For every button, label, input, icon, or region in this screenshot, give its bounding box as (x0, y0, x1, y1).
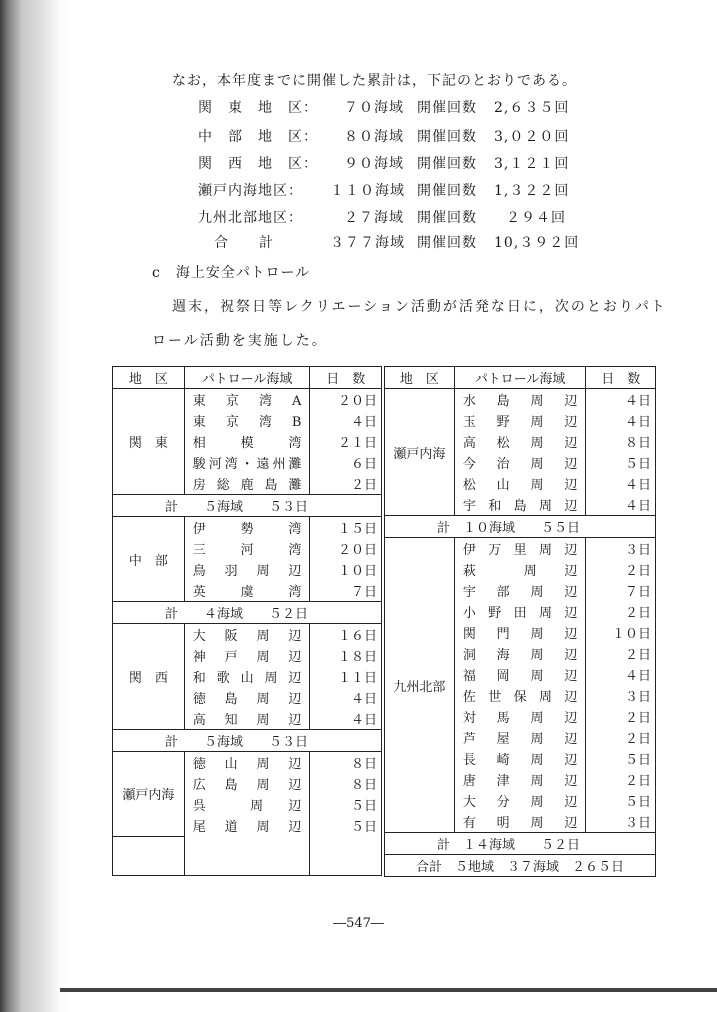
days-cell: ４日 (586, 389, 656, 411)
area-cell: 玉 野 周 辺 (454, 410, 586, 431)
subtotal-cell: 計 １０海域 ５５日 (385, 516, 656, 538)
subtotal-row (385, 516, 656, 538)
header-area: パトロール海域 (454, 367, 586, 389)
summary-areas: １１０海域 (330, 183, 405, 199)
area-cell: 萩 周 辺 (454, 559, 586, 580)
days-cell: ８日 (586, 431, 656, 452)
days-cell: ４日 (310, 708, 382, 730)
region-cell: 瀬戸内海 (385, 389, 455, 516)
summary-region: 合 計 (214, 235, 274, 251)
summary-label: 開催回数 (417, 100, 477, 116)
days-cell: ２日 (586, 643, 656, 664)
intro-text: なお，本年度までに開催した累計は，下記のとおりである。 (172, 73, 577, 89)
header-row (385, 367, 656, 389)
days-cell: ４日 (586, 473, 656, 494)
days-cell: ２１日 (310, 431, 382, 452)
page-number: ―547― (333, 916, 384, 931)
area-cell: 有 明 周 辺 (454, 811, 586, 833)
filler-region (113, 836, 185, 875)
summary-areas: ９０海域 (344, 156, 404, 172)
header-days: 日 数 (310, 367, 382, 389)
area-cell: 東 京 湾 B (184, 410, 310, 431)
area-cell: 芦 屋 周 辺 (454, 727, 586, 748)
summary-count: 3,１２１回 (494, 156, 570, 172)
section-heading: c 海上安全パトロール (152, 265, 311, 281)
summary-region: 瀬戸内海地区： (198, 183, 303, 199)
summary-region: 九州北部地区： (198, 210, 303, 226)
area-cell: 宇和島周辺 (454, 494, 586, 516)
area-cell: 大 阪 周 辺 (184, 624, 310, 646)
filler-area (184, 836, 310, 875)
days-cell: １６日 (310, 624, 382, 646)
area-cell: 唐 津 周 辺 (454, 769, 586, 790)
days-cell: ２日 (310, 473, 382, 495)
summary-count: 1,３２２回 (494, 183, 570, 199)
area-cell: 相 模 湾 (184, 431, 310, 452)
summary-areas: ２７海域 (344, 210, 404, 226)
summary-label: 開催回数 (417, 210, 477, 226)
area-cell: 徳 島 周 辺 (184, 687, 310, 708)
table-row (113, 517, 382, 539)
area-cell: 伊 勢 湾 (184, 517, 310, 539)
days-cell: ２０日 (310, 538, 382, 559)
days-cell: ３日 (586, 685, 656, 706)
days-cell: ２０日 (310, 389, 382, 411)
days-cell: １５日 (310, 517, 382, 539)
days-cell: ２日 (586, 769, 656, 790)
summary-region: 中 部 地 区： (198, 129, 318, 145)
region-cell: 関 東 (113, 389, 185, 495)
days-cell: １０日 (586, 622, 656, 643)
days-cell: １１日 (310, 666, 382, 687)
table-row (113, 389, 382, 411)
area-cell: 三 河 湾 (184, 538, 310, 559)
summary-label: 開催回数 (417, 129, 477, 145)
grand-total-row (385, 855, 656, 877)
area-cell: 広 島 周 辺 (184, 773, 310, 794)
summary-label: 開催回数 (417, 183, 477, 199)
area-cell: 福 岡 周 辺 (454, 664, 586, 685)
days-cell: ６日 (310, 452, 382, 473)
days-cell: ７日 (586, 580, 656, 601)
days-cell: ２日 (586, 706, 656, 727)
filler-days (310, 836, 382, 875)
summary-count: ２９４回 (506, 210, 566, 226)
area-cell: 尾 道 周 辺 (184, 815, 310, 836)
area-cell: 東 京 湾 A (184, 389, 310, 411)
summary-count: 2,６３５回 (494, 100, 570, 116)
subtotal-cell: 計 ５海域 ５３日 (113, 495, 382, 517)
area-cell: 徳 山 周 辺 (184, 752, 310, 774)
days-cell: ５日 (310, 815, 382, 836)
days-cell: ７日 (310, 580, 382, 602)
area-cell: 高 松 周 辺 (454, 431, 586, 452)
summary-count: 3,０２０回 (494, 129, 570, 145)
summary-label: 開催回数 (417, 235, 477, 251)
area-cell: 神 戸 周 辺 (184, 645, 310, 666)
days-cell: ５日 (310, 794, 382, 815)
table-row (113, 752, 382, 774)
grand-total-cell: 合計 ５地域 ３７海域 ２６５日 (385, 855, 656, 877)
subtotal-cell: 計 ４海域 ５２日 (113, 602, 382, 624)
days-cell: ３日 (586, 811, 656, 833)
days-cell: ４日 (586, 410, 656, 431)
table-row (113, 624, 382, 646)
area-cell: 宇 部 周 辺 (454, 580, 586, 601)
area-cell: 長 崎 周 辺 (454, 748, 586, 769)
days-cell: ４日 (310, 410, 382, 431)
table-row (385, 389, 656, 411)
region-cell: 瀬戸内海 (113, 752, 185, 837)
summary-areas: ７０海域 (344, 100, 404, 116)
header-region: 地 区 (113, 367, 185, 389)
region-cell: 中 部 (113, 517, 185, 602)
area-cell: 和歌山周辺 (184, 666, 310, 687)
area-cell: 伊万里周辺 (454, 538, 586, 560)
area-cell: 高 知 周 辺 (184, 708, 310, 730)
summary-areas: ８０海域 (344, 129, 404, 145)
summary-count: 10,３９２回 (494, 235, 580, 251)
days-cell: ４日 (586, 494, 656, 516)
area-cell: 呉 周 辺 (184, 794, 310, 815)
days-cell: ２日 (586, 727, 656, 748)
area-cell: 鳥 羽 周 辺 (184, 559, 310, 580)
patrol-table-right (384, 366, 656, 877)
area-cell: 対 馬 周 辺 (454, 706, 586, 727)
patrol-table-left (112, 366, 382, 876)
summary-areas: ３７７海域 (330, 235, 405, 251)
days-cell: ４日 (586, 664, 656, 685)
days-cell: ５日 (586, 452, 656, 473)
days-cell: ２日 (586, 601, 656, 622)
area-cell: 小野田周辺 (454, 601, 586, 622)
subtotal-row (385, 833, 656, 855)
days-cell: ２日 (586, 559, 656, 580)
header-row (113, 367, 382, 389)
paragraph-line-2: ロール活動を実施した。 (152, 333, 328, 349)
area-cell: 今 治 周 辺 (454, 452, 586, 473)
days-cell: １０日 (310, 559, 382, 580)
subtotal-row (113, 602, 382, 624)
area-cell: 関 門 周 辺 (454, 622, 586, 643)
area-cell: 松 山 周 辺 (454, 473, 586, 494)
region-cell: 関 西 (113, 624, 185, 730)
subtotal-cell: 計 ５海域 ５３日 (113, 730, 382, 752)
days-cell: ３日 (586, 538, 656, 560)
region-cell: 九州北部 (385, 538, 455, 833)
area-cell: 房総鹿島灘 (184, 473, 310, 495)
area-cell: 大 分 周 辺 (454, 790, 586, 811)
table-row (385, 538, 656, 560)
days-cell: ５日 (586, 790, 656, 811)
header-region: 地 区 (385, 367, 455, 389)
binding-shadow (0, 0, 60, 1012)
days-cell: ８日 (310, 752, 382, 774)
bottom-edge-shadow (60, 988, 717, 992)
area-cell: 水 島 周 辺 (454, 389, 586, 411)
summary-label: 開催回数 (417, 156, 477, 172)
days-cell: ５日 (586, 748, 656, 769)
paragraph-line-1: 週末，祝祭日等レクリエーション活動が活発な日に，次のとおりパト (172, 299, 667, 315)
subtotal-row (113, 730, 382, 752)
area-cell: 英 虞 湾 (184, 580, 310, 602)
subtotal-cell: 計 １４海域 ５２日 (385, 833, 656, 855)
area-cell: 洞 海 周 辺 (454, 643, 586, 664)
header-days: 日 数 (586, 367, 656, 389)
summary-region: 関 西 地 区： (198, 156, 318, 172)
area-cell: 佐世保周辺 (454, 685, 586, 706)
days-cell: ４日 (310, 687, 382, 708)
subtotal-row (113, 495, 382, 517)
area-cell: 駿河湾・遠州灘 (184, 452, 310, 473)
days-cell: １８日 (310, 645, 382, 666)
header-area: パトロール海域 (184, 367, 310, 389)
filler-row (113, 836, 382, 875)
days-cell: ８日 (310, 773, 382, 794)
summary-region: 関 東 地 区： (198, 100, 318, 116)
